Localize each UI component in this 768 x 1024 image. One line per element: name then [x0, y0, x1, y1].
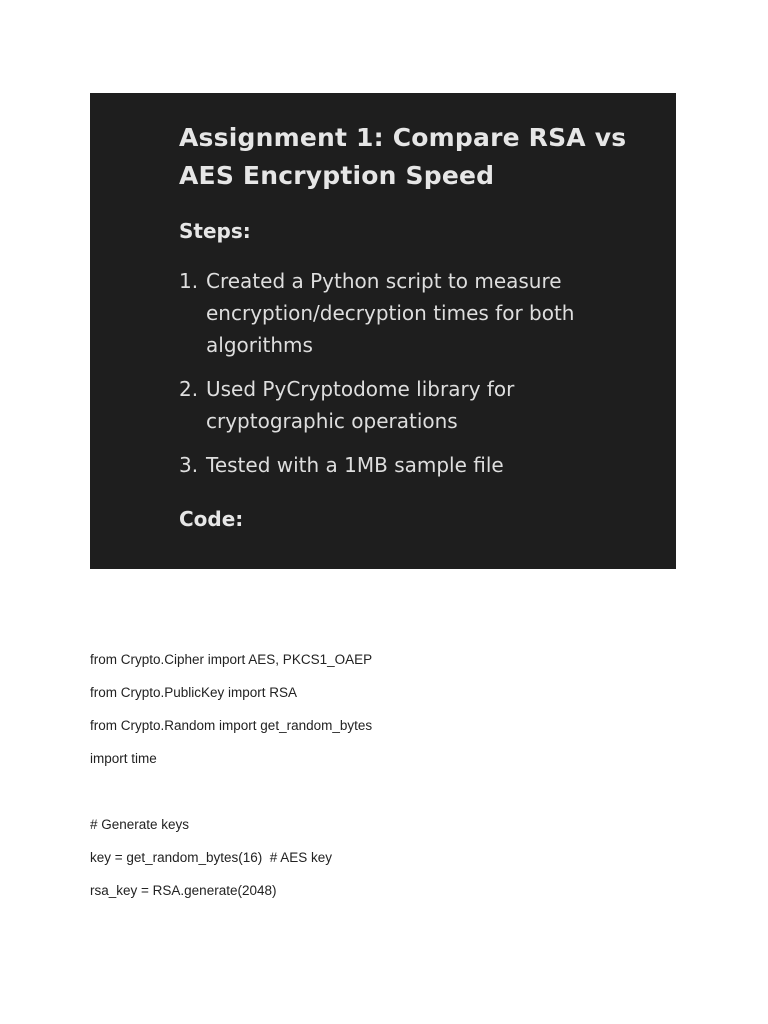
code-block — [90, 650, 710, 914]
step-item — [179, 449, 649, 481]
steps-list — [179, 265, 649, 481]
step-text: Tested with a 1MB sample file — [206, 453, 504, 477]
screenshot-panel — [90, 93, 676, 569]
code-heading: Code: — [179, 507, 244, 531]
panel-content — [179, 119, 649, 533]
code-line: from Crypto.PublicKey import RSA — [90, 685, 298, 700]
steps-heading: Steps: — [179, 219, 251, 243]
code-line: import time — [90, 751, 157, 766]
step-number: 2. — [179, 377, 199, 401]
step-number: 1. — [179, 269, 199, 293]
code-comment: # Generate keys — [90, 817, 190, 832]
step-text: Created a Python script to measure encryption/decryption times for both algorithms — [206, 269, 575, 357]
code-line: key = get_random_bytes(16) # AES key — [90, 850, 333, 865]
step-number: 3. — [179, 453, 199, 477]
title-line-1: Assignment 1: Compare RSA vs — [179, 123, 627, 152]
code-line: from Crypto.Random import get_random_bytes — [90, 718, 373, 733]
step-item — [179, 265, 649, 361]
code-line: rsa_key = RSA.generate(2048) — [90, 883, 277, 898]
code-line: from Crypto.Cipher import AES, PKCS1_OAEP — [90, 652, 373, 667]
step-item — [179, 373, 649, 437]
title-line-2: AES Encryption Speed — [179, 161, 495, 190]
step-text: Used PyCryptodome library for cryptographic operations — [206, 377, 515, 433]
assignment-title — [179, 119, 649, 195]
code-line-blank — [90, 782, 710, 815]
